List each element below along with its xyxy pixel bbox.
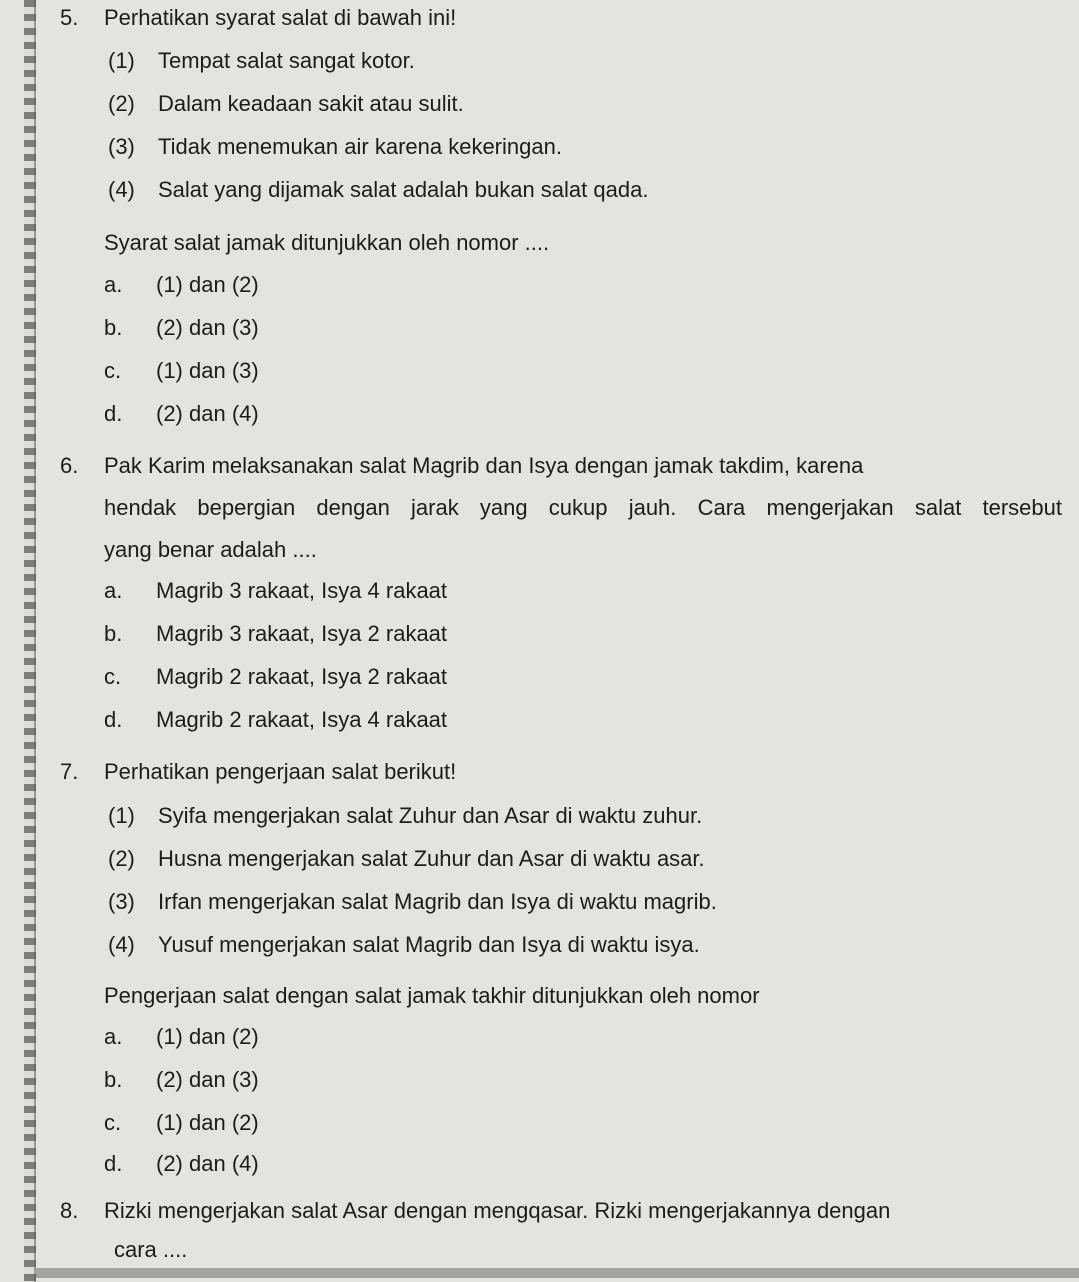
option-text: (1) dan (3) xyxy=(156,358,259,383)
q6-option-c[interactable] xyxy=(104,664,447,690)
q6-option-b[interactable] xyxy=(104,621,447,647)
option-letter: a. xyxy=(104,272,123,297)
q5-statement xyxy=(108,177,648,203)
q5-statement xyxy=(108,48,415,74)
margin-line xyxy=(34,0,36,1282)
option-text: (1) dan (2) xyxy=(156,272,259,297)
q7-stem xyxy=(60,759,456,785)
statement-number: (2) xyxy=(108,91,135,116)
statement-text: Dalam keadaan sakit atau sulit. xyxy=(158,91,464,116)
option-text: Magrib 3 rakaat, Isya 4 rakaat xyxy=(156,578,448,603)
q6-stem-line3: yang benar adalah .... xyxy=(104,537,317,562)
q5-option-a[interactable] xyxy=(104,272,259,298)
q6-text-line1: Pak Karim melaksanakan salat Magrib dan Isya dengan jamak takdim, karena xyxy=(104,453,864,478)
q8-text-line1: Rizki mengerjakan salat Asar dengan mengqasar. Rizki mengerjakannya dengan xyxy=(104,1198,891,1223)
q7-statement xyxy=(108,932,700,958)
statement-text: Syifa mengerjakan salat Zuhur dan Asar di waktu zuhur. xyxy=(158,803,703,828)
option-text: Magrib 2 rakaat, Isya 4 rakaat xyxy=(156,707,448,732)
q5-stem-text: Perhatikan syarat salat di bawah ini! xyxy=(104,5,457,30)
statement-text: Tidak menemukan air karena kekeringan. xyxy=(158,134,562,159)
statement-number: (4) xyxy=(108,177,135,202)
option-letter: c. xyxy=(104,664,122,689)
option-letter: a. xyxy=(104,1024,123,1049)
q5-question: Syarat salat jamak ditunjukkan oleh nomor .... xyxy=(104,230,550,255)
q7-stem-text: Perhatikan pengerjaan salat berikut! xyxy=(104,759,457,784)
statement-text: Tempat salat sangat kotor. xyxy=(158,48,415,73)
statement-number: (1) xyxy=(108,48,135,73)
q5-number: 5. xyxy=(60,5,79,30)
statement-number: (2) xyxy=(108,846,135,871)
q8-stem-line1 xyxy=(60,1198,890,1224)
q7-statement xyxy=(108,889,717,915)
q7-number: 7. xyxy=(60,759,79,784)
option-text: (1) dan (2) xyxy=(156,1024,259,1049)
option-text: Magrib 3 rakaat, Isya 2 rakaat xyxy=(156,621,448,646)
q5-statement xyxy=(108,134,562,160)
option-text: (2) dan (3) xyxy=(156,1067,259,1092)
option-text: (2) dan (4) xyxy=(156,401,259,426)
option-letter: b. xyxy=(104,315,123,340)
q7-option-b[interactable] xyxy=(104,1067,259,1093)
q7-option-d[interactable] xyxy=(104,1151,259,1177)
q6-stem-line1 xyxy=(60,453,863,479)
statement-text: Yusuf mengerjakan salat Magrib dan Isya di waktu isya. xyxy=(158,932,700,957)
option-text: (2) dan (3) xyxy=(156,315,259,340)
statement-number: (1) xyxy=(108,803,135,828)
statement-number: (3) xyxy=(108,134,135,159)
statement-text: Irfan mengerjakan salat Magrib dan Isya di waktu magrib. xyxy=(158,889,717,914)
q6-option-d[interactable] xyxy=(104,707,447,733)
option-letter: b. xyxy=(104,1067,123,1092)
q8-number: 8. xyxy=(60,1198,79,1223)
statement-number: (3) xyxy=(108,889,135,914)
q5-option-b[interactable] xyxy=(104,315,259,341)
q6-stem-line2: hendak bepergian dengan jarak yang cukup jauh. Cara mengerjakan salat tersebut xyxy=(104,495,1062,520)
page-bottom-edge xyxy=(36,1268,1079,1278)
q7-statement xyxy=(108,803,702,829)
q6-option-a[interactable] xyxy=(104,578,447,604)
q5-option-d[interactable] xyxy=(104,401,259,427)
q7-statement xyxy=(108,846,705,872)
q7-question: Pengerjaan salat dengan salat jamak takhir ditunjukkan oleh nomor xyxy=(104,983,760,1008)
option-letter: c. xyxy=(104,1110,122,1135)
option-letter: d. xyxy=(104,401,123,426)
option-text: (2) dan (4) xyxy=(156,1151,259,1176)
q6-number: 6. xyxy=(60,453,79,478)
option-letter: d. xyxy=(104,707,123,732)
option-text: (1) dan (2) xyxy=(156,1110,259,1135)
statement-number: (4) xyxy=(108,932,135,957)
statement-text: Husna mengerjakan salat Zuhur dan Asar di waktu asar. xyxy=(158,846,705,871)
statement-text: Salat yang dijamak salat adalah bukan salat qada. xyxy=(158,177,649,202)
q8-stem-line2: cara .... xyxy=(114,1237,188,1262)
option-letter: a. xyxy=(104,578,123,603)
option-letter: b. xyxy=(104,621,123,646)
q5-option-c[interactable] xyxy=(104,358,259,384)
q7-option-a[interactable] xyxy=(104,1024,259,1050)
q5-statement xyxy=(108,91,464,117)
option-text: Magrib 2 rakaat, Isya 2 rakaat xyxy=(156,664,448,689)
q5-stem xyxy=(60,5,456,31)
option-letter: c. xyxy=(104,358,122,383)
q7-option-c[interactable] xyxy=(104,1110,259,1136)
option-letter: d. xyxy=(104,1151,123,1176)
